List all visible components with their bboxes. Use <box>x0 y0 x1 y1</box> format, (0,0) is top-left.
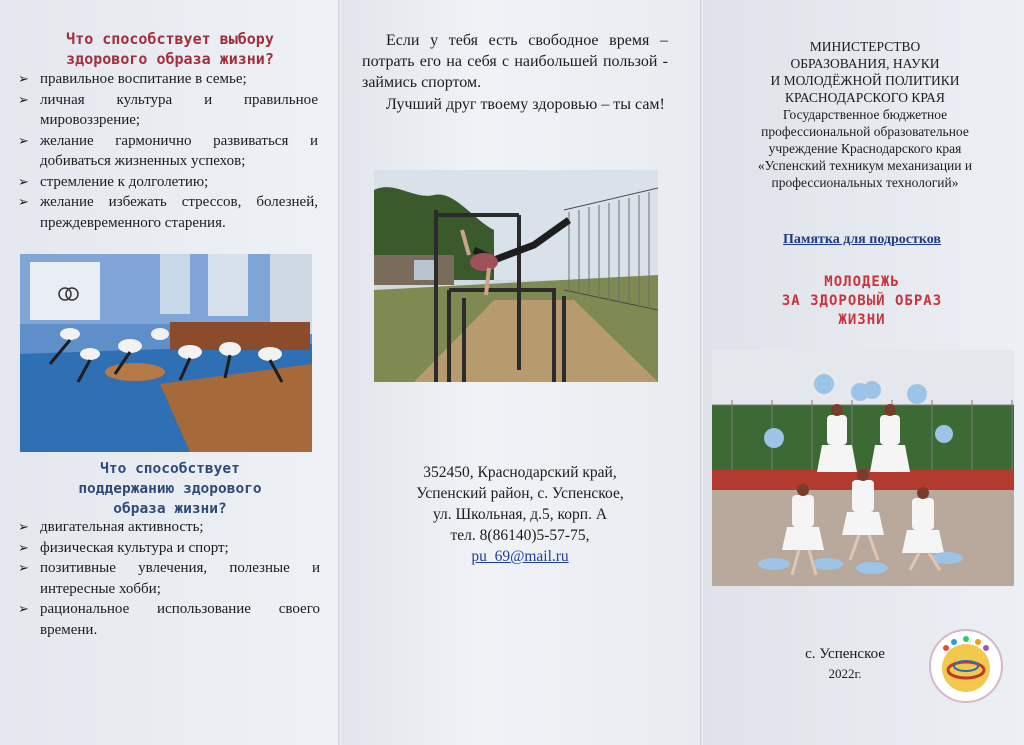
place-and-year <box>780 645 910 683</box>
arrow-bullet-icon: ➢ <box>18 519 29 534</box>
choice-list <box>18 69 318 233</box>
address-line: 352450, Краснодарский край, <box>423 464 617 481</box>
slogan-line: ЗА ЗДОРОВЫЙ ОБРАЗ <box>781 293 943 309</box>
address-line: ул. Школьная, д.5, корп. А <box>432 506 608 523</box>
arrow-bullet-icon: ➢ <box>18 71 29 86</box>
bullet-text: физическая культура и спорт; <box>40 539 229 556</box>
gym-photo <box>20 254 312 452</box>
ministry-line: «Успенский техникум механизации и <box>757 158 973 173</box>
arrow-bullet-icon: ➢ <box>18 194 29 209</box>
bullet-item <box>18 172 318 193</box>
bullet-item <box>18 558 320 599</box>
bullet-text: рациональное использование своего времени. <box>40 601 320 638</box>
arrow-bullet-icon: ➢ <box>18 132 29 148</box>
support-heading-line: образа жизни? <box>113 501 227 517</box>
support-heading-line: поддержанию здорового <box>78 481 262 497</box>
bullet-item <box>18 599 320 640</box>
arrow-bullet-icon: ➢ <box>18 91 29 107</box>
best-friend-paragraph: Лучший друг твоему здоровью – ты сам! <box>386 96 665 113</box>
choice-heading-line: Что способствует выбору <box>66 30 274 48</box>
bullet-item <box>18 192 318 233</box>
memo-title: Памятка для подростков <box>783 232 941 247</box>
place-name: с. Успенское <box>805 646 885 662</box>
address-line: Успенский район, с. Успенское, <box>416 485 624 502</box>
cheerleaders-photo <box>712 350 1014 586</box>
arrow-bullet-icon: ➢ <box>18 539 29 555</box>
ministry-line: ОБРАЗОВАНИЯ, НАУКИ <box>790 56 940 71</box>
bullet-text: желание избежать стрессов, болезней, преждевременного старения. <box>40 194 318 231</box>
slogan-line: МОЛОДЕЖЬ <box>824 274 900 290</box>
ministry-line: учреждение Краснодарского края <box>768 141 962 156</box>
bullet-item <box>18 69 318 90</box>
bullet-item <box>18 517 320 538</box>
choice-heading <box>20 29 320 69</box>
slogan-line: ЖИЗНИ <box>838 312 886 328</box>
arrow-bullet-icon: ➢ <box>18 560 29 575</box>
bullet-text: двигательная активность; <box>40 519 204 535</box>
ministry-line: КРАСНОДАРСКОГО КРАЯ <box>785 90 945 105</box>
ministry-line: профессиональных технологий» <box>771 175 959 190</box>
choice-heading-line: здорового образа жизни? <box>66 50 274 68</box>
arrow-bullet-icon: ➢ <box>18 173 29 189</box>
ministry-header <box>730 38 1000 191</box>
bullet-item <box>18 131 318 172</box>
slogan <box>712 273 1012 330</box>
workout-bar-photo <box>374 170 658 382</box>
email-link[interactable]: pu_69@mail.ru <box>471 548 569 565</box>
contact-address <box>370 462 670 567</box>
bullet-item <box>18 90 318 131</box>
ministry-line: профессиональной образовательное <box>761 124 969 139</box>
ministry-line: МИНИСТЕРСТВО <box>809 39 921 54</box>
free-time-paragraph: Если у тебя есть свободное время – потрать его на себя с наибольшей пользой - займись спортом. <box>362 32 668 91</box>
phone-number: тел. 8(86140)5-57-75, <box>450 527 590 544</box>
support-list <box>18 517 320 640</box>
ministry-line: И МОЛОДЁЖНОЙ ПОЛИТИКИ <box>770 73 960 88</box>
bullet-text: позитивные увлечения, полезные и интересные хобби; <box>40 560 320 597</box>
ministry-line: Государственное бюджетное <box>782 107 948 122</box>
college-logo-icon <box>928 628 1004 704</box>
year: 2022г. <box>828 666 862 681</box>
bullet-text: правильное воспитание в семье; <box>40 71 247 87</box>
support-heading <box>20 459 320 519</box>
fold-line <box>700 0 703 745</box>
arrow-bullet-icon: ➢ <box>18 601 29 616</box>
bullet-text: стремление к долголетию; <box>40 173 209 190</box>
bullet-text: личная культура и правильное мировоззрение; <box>40 91 318 128</box>
bullet-item <box>18 538 320 559</box>
bullet-text: желание гармонично развиваться и добиваться жизненных успехов; <box>40 132 318 169</box>
fold-line <box>338 0 341 745</box>
support-heading-line: Что способствует <box>100 461 240 477</box>
